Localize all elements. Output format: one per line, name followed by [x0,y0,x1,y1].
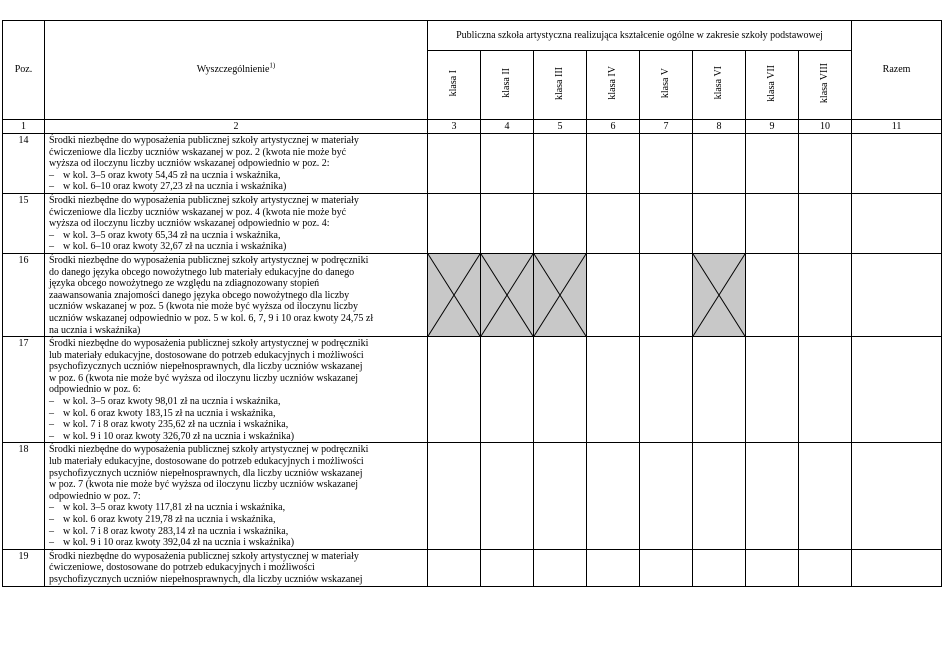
row-description [45,337,428,443]
list-dash: – [49,169,54,181]
description-line [49,338,424,350]
description-text: Środki niezbędne do wyposażenia publicznej szkoły artystycznej w podręczniki [49,444,369,456]
value-cell [587,549,640,586]
column-number: 5 [534,120,587,134]
value-cell [746,337,799,443]
description-line [49,514,424,526]
row-position: 15 [3,193,45,253]
description-line [49,301,424,313]
value-cell [746,549,799,586]
value-cell [587,337,640,443]
header-pos: Poz. [3,21,45,120]
value-cell [799,193,852,253]
list-dash: – [49,525,54,537]
list-dash: – [49,419,54,431]
header-class-4 [587,51,640,120]
header-class-label: klasa II [501,68,513,99]
description-text: psychofizycznych uczniów niepełnosprawnych, dla liczby uczniów wskazanej [49,361,363,373]
row-position: 14 [3,134,45,194]
value-cell [534,549,587,586]
value-cell [481,337,534,443]
header-class-3 [534,51,587,120]
value-cell [746,253,799,336]
header-class-label: klasa VII [766,64,778,102]
value-cell [481,549,534,586]
column-number: 11 [852,120,942,134]
value-cell [534,134,587,194]
description-line [49,479,424,491]
description-text: wyższa od iloczynu liczby uczniów wskazanej odpowiednio w poz. 4: [49,218,330,230]
header-class-label: klasa V [660,68,672,99]
header-description-text: Wyszczególnienie [196,64,270,76]
value-cell [587,253,640,336]
value-cell [428,443,481,549]
description-text: w poz. 6 (kwota nie może być wyższa od iloczynu liczby uczniów wskazanej [49,372,359,384]
description-line [49,396,424,408]
table-row [3,549,942,586]
crossed-cell [481,253,534,336]
list-dash: – [49,229,54,241]
row-description [45,443,428,549]
row-description [45,253,428,336]
description-line [49,195,424,207]
value-cell [640,443,693,549]
description-line [49,290,424,302]
value-cell [587,134,640,194]
column-number: 10 [799,120,852,134]
description-text: w kol. 6 oraz kwoty 219,78 zł na ucznia i wskaźnika, [63,514,276,525]
total-cell [852,337,942,443]
total-cell [852,134,942,194]
value-cell [587,443,640,549]
description-line [49,255,424,267]
row-position: 18 [3,443,45,549]
description-line [49,431,424,443]
description-line [49,135,424,147]
value-cell [640,549,693,586]
description-text: w kol. 9 i 10 oraz kwoty 392,04 zł na ucznia i wskaźnika) [63,537,295,549]
column-number: 7 [640,120,693,134]
header-class-label: klasa III [554,66,566,100]
total-cell [852,549,942,586]
value-cell [640,337,693,443]
description-text: lub materiały edukacyjne, dostosowane do potrzeb edukacyjnych i możliwości [49,349,364,361]
description-line [49,384,424,396]
value-cell [534,443,587,549]
value-cell [428,134,481,194]
header-class-label: klasa IV [607,66,619,100]
row-position: 17 [3,337,45,443]
value-cell [693,443,746,549]
header-class-2 [481,51,534,120]
description-line [49,170,424,182]
value-cell [799,549,852,586]
description-text: uczniów wskazanej w poz. 5 (kwota nie może być wyższa od iloczynu liczby [49,301,359,313]
header-school-group: Publiczna szkoła artystyczna realizująca kształcenie ogólne w zakresie szkoły podstawowej [428,21,852,51]
value-cell [640,193,693,253]
header-class-8 [799,51,852,120]
footnote-marker: 1) [269,61,276,70]
description-line [49,218,424,230]
row-description [45,193,428,253]
list-dash: – [49,407,54,419]
description-line [49,207,424,219]
description-text: w kol. 6 oraz kwoty 183,15 zł na ucznia i wskaźnika, [63,407,276,419]
description-line [49,468,424,480]
description-text: ćwiczeniowe dla liczby uczniów wskazanej w poz. 2 (kwota nie może być [49,146,347,158]
description-text: psychofizycznych uczniów niepełnosprawnych, dla liczby uczniów wskazanej [49,573,363,585]
description-line [49,562,424,574]
row-position: 19 [3,549,45,586]
cross-mark [534,254,586,336]
description-text: Środki niezbędne do wyposażenia publicznej szkoły artystycznej w materiały [49,550,359,562]
value-cell [799,443,852,549]
cross-mark [693,254,745,336]
table-row [3,193,942,253]
value-cell [428,193,481,253]
column-number: 1 [3,120,45,134]
value-cell [693,549,746,586]
description-line [49,537,424,549]
description-line [49,361,424,373]
description-line [49,373,424,385]
description-line [49,444,424,456]
description-line [49,526,424,538]
description-text: w kol. 3–5 oraz kwoty 54,45 zł na ucznia i wskaźnika, [63,169,281,181]
header-class-6 [693,51,746,120]
description-line [49,313,424,325]
list-dash: – [49,430,54,442]
header-description [45,21,428,120]
row-description [45,134,428,194]
value-cell [640,253,693,336]
list-dash: – [49,514,54,525]
description-text: odpowiednio w poz. 6: [49,384,141,396]
description-line [49,574,424,586]
value-cell [693,193,746,253]
description-text: psychofizycznych uczniów niepełnosprawnych, dla liczby uczniów wskazanej [49,467,363,479]
row-position: 16 [3,253,45,336]
crossed-cell [693,253,746,336]
value-cell [481,134,534,194]
column-number: 8 [693,120,746,134]
value-cell [746,134,799,194]
value-cell [693,337,746,443]
table-row [3,134,942,194]
description-text: Środki niezbędne do wyposażenia publicznej szkoły artystycznej w podręczniki [49,338,369,350]
description-text: odpowiednio w poz. 7: [49,490,141,502]
value-cell [746,443,799,549]
description-text: w kol. 3–5 oraz kwoty 98,01 zł na ucznia i wskaźnika, [63,396,281,408]
column-number: 6 [587,120,640,134]
description-line [49,278,424,290]
description-text: zaawansowania znajomości danego języka obcego nowożytnego dla liczby [49,289,350,301]
total-cell [852,193,942,253]
budget-table [2,20,942,587]
total-cell [852,253,942,336]
header-class-label: klasa VIII [819,63,831,104]
description-line [49,147,424,159]
header-class-label: klasa I [448,70,460,97]
header-class-label: klasa VI [713,66,725,100]
value-cell [799,337,852,443]
description-text: w poz. 7 (kwota nie może być wyższa od iloczynu liczby uczniów wskazanej [49,479,359,491]
column-number: 4 [481,120,534,134]
description-text: na ucznia i wskaźnika) [49,324,141,336]
value-cell [481,443,534,549]
description-line [49,408,424,420]
description-text: języka obcego nowożytnego ze względu na zdiagnozowany stopień [49,278,320,290]
list-dash: – [49,537,54,549]
header-class-7 [746,51,799,120]
description-text: w kol. 6–10 oraz kwoty 27,23 zł na ucznia i wskaźnika) [63,181,287,193]
description-text: ćwiczeniowe, dostosowane do potrzeb edukacyjnych i możliwości [49,562,315,574]
column-number: 9 [746,120,799,134]
description-line [49,267,424,279]
value-cell [428,549,481,586]
description-line [49,181,424,193]
value-cell [799,253,852,336]
description-line [49,502,424,514]
list-dash: – [49,241,54,253]
description-line [49,230,424,242]
value-cell [534,193,587,253]
description-text: w kol. 3–5 oraz kwoty 65,34 zł na ucznia i wskaźnika, [63,229,281,241]
value-cell [693,134,746,194]
value-cell [534,337,587,443]
description-line [49,491,424,503]
list-dash: – [49,181,54,193]
column-number: 2 [45,120,428,134]
description-text: uczniów wskazanej odpowiednio w poz. 5 w kol. 6, 7, 9 i 10 oraz kwoty 24,75 zł [49,312,374,324]
description-text: wyższa od iloczynu liczby uczniów wskazanej odpowiednio w poz. 2: [49,158,330,170]
description-text: Środki niezbędne do wyposażenia publicznej szkoły artystycznej w materiały [49,135,359,146]
column-number: 3 [428,120,481,134]
description-text: Środki niezbędne do wyposażenia publicznej szkoły artystycznej w podręczniki [49,254,369,266]
description-line [49,551,424,563]
value-cell [587,193,640,253]
description-text: w kol. 7 i 8 oraz kwoty 283,14 zł na ucznia i wskaźnika, [63,525,289,537]
description-text: lub materiały edukacyjne, dostosowane do potrzeb edukacyjnych i możliwości [49,456,364,468]
description-text: Środki niezbędne do wyposażenia publicznej szkoły artystycznej w materiały [49,194,359,206]
value-cell [799,134,852,194]
value-cell [428,337,481,443]
description-text: ćwiczeniowe dla liczby uczniów wskazanej w poz. 4 (kwota nie może być [49,206,347,218]
value-cell [481,193,534,253]
list-dash: – [49,502,54,514]
description-line [49,456,424,468]
cross-mark [481,254,533,336]
table-row [3,253,942,336]
description-text: w kol. 9 i 10 oraz kwoty 326,70 zł na ucznia i wskaźnika) [63,430,295,442]
crossed-cell [428,253,481,336]
table-row [3,443,942,549]
description-text: w kol. 7 i 8 oraz kwoty 235,62 zł na ucznia i wskaźnika, [63,419,289,431]
description-line [49,241,424,253]
total-cell [852,443,942,549]
description-text: w kol. 6–10 oraz kwoty 32,67 zł na ucznia i wskaźnika) [63,241,287,253]
table-row [3,337,942,443]
list-dash: – [49,396,54,408]
value-cell [640,134,693,194]
header-total: Razem [852,21,942,120]
description-line [49,325,424,337]
value-cell [746,193,799,253]
description-line [49,350,424,362]
cross-mark [428,254,480,336]
description-text: w kol. 3–5 oraz kwoty 117,81 zł na ucznia i wskaźnika, [63,502,286,514]
description-text: do danego języka obcego nowożytnego lub materiały edukacyjne do danego [49,266,355,278]
header-class-5 [640,51,693,120]
header-class-1 [428,51,481,120]
row-description [45,549,428,586]
crossed-cell [534,253,587,336]
description-line [49,419,424,431]
description-line [49,158,424,170]
